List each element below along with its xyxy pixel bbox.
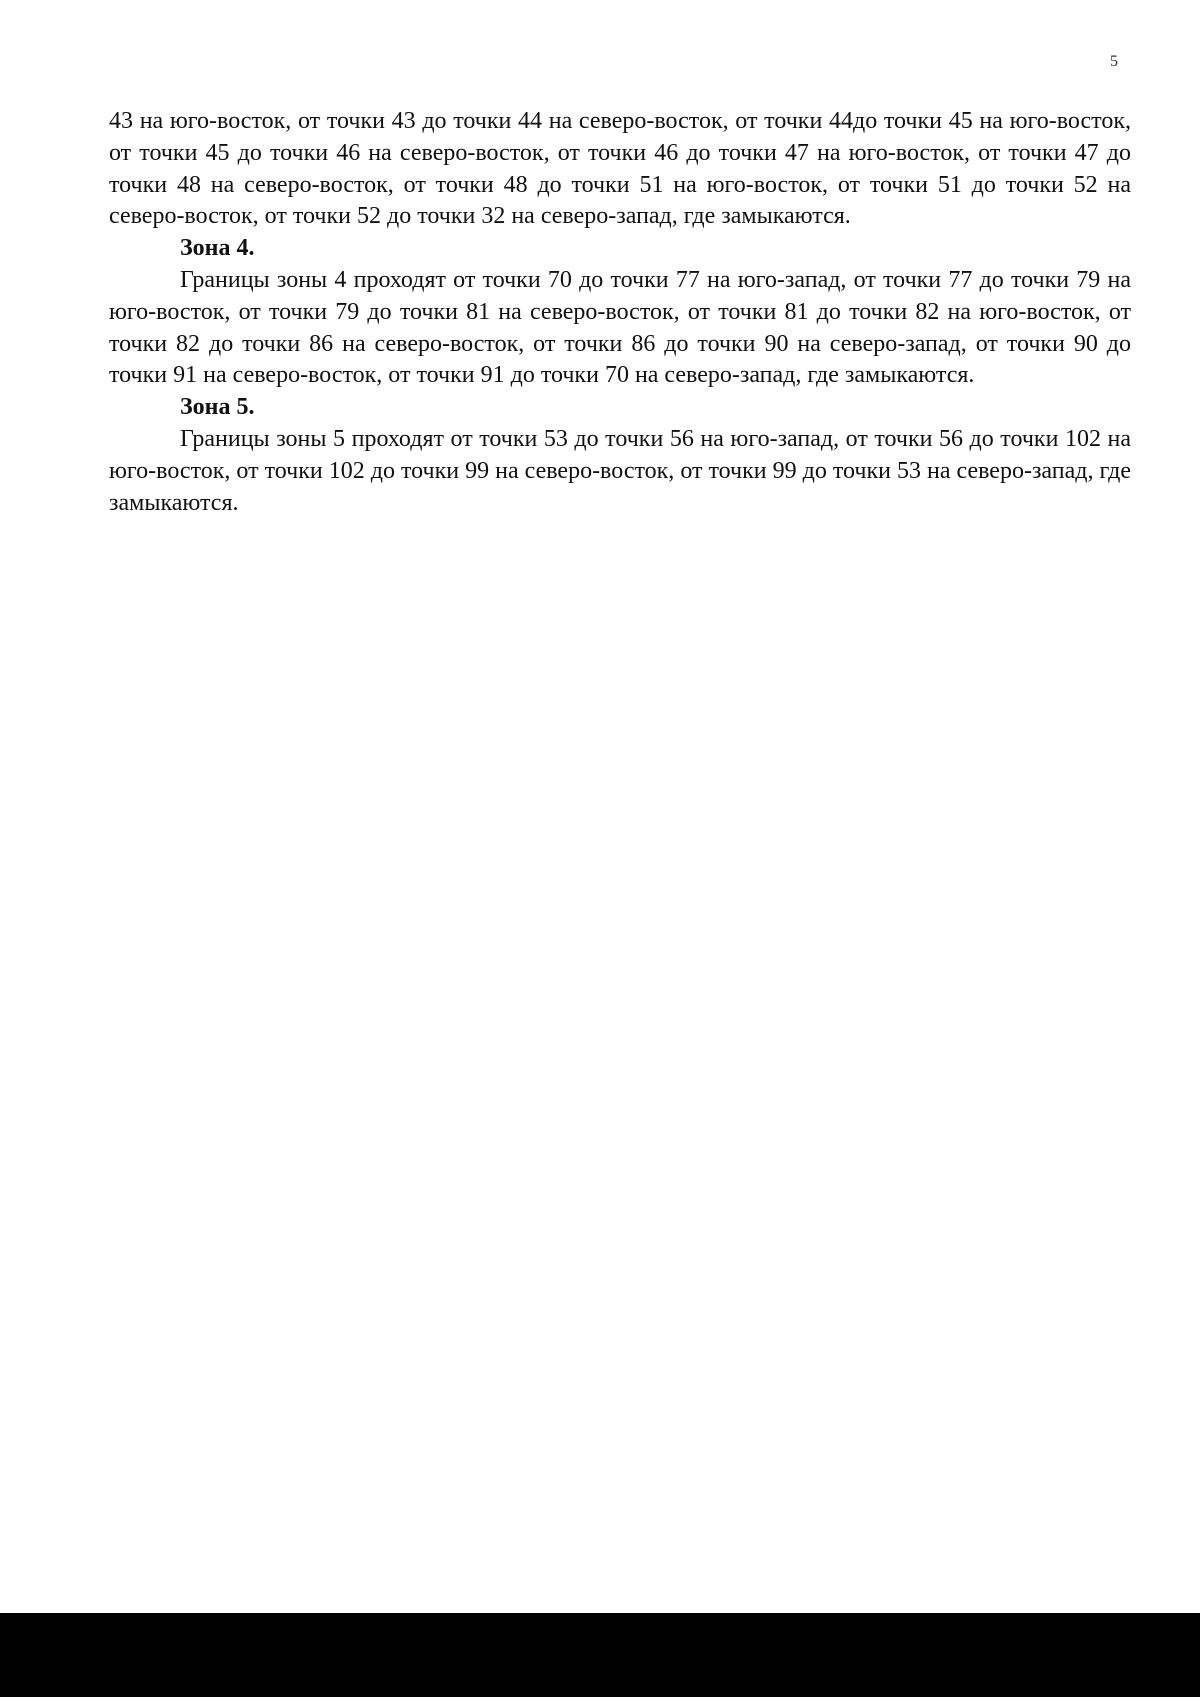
page-number: 5 bbox=[1110, 53, 1118, 70]
zone-5-heading: Зона 5. bbox=[180, 394, 255, 421]
paragraph-continuation: 43 на юго-восток, от точки 43 до точки 44 на северо-восток, от точки 44до точки 45 на юго-восток, от точки 45 до точки 46 на северо-восток, от точки 46 до точки 47 на юго-восток, от точки 47 до точки 48 на северо-восток, от точки 48 до точки 51 на юго-восток, от точки 51 до точки 52 на северо-восток, от точки 52 до точки 32 на северо-запад, где замыкаются. bbox=[109, 108, 1131, 230]
scan-border-bottom bbox=[0, 1613, 1200, 1697]
zone-4-heading: Зона 4. bbox=[180, 235, 255, 262]
zone-5-paragraph: Границы зоны 5 проходят от точки 53 до точки 56 на юго-запад, от точки 56 до точки 102 на юго-восток, от точки 102 до точки 99 на северо-восток, от точки 99 до точки 53 на северо-запад, где замыкаются. bbox=[109, 425, 1131, 516]
zone-4-paragraph: Границы зоны 4 проходят от точки 70 до точки 77 на юго-запад, от точки 77 до точки 79 на юго-восток, от точки 79 до точки 81 на северо-восток, от точки 81 до точки 82 на юго-восток, от точки 82 до точки 86 на северо-восток, от точки 86 до точки 90 на северо-запад, от точки 90 до точки 91 на северо-восток, от точки 91 до точки 70 на северо-запад, где замыкаются. bbox=[109, 266, 1131, 389]
document-body bbox=[109, 106, 1131, 519]
